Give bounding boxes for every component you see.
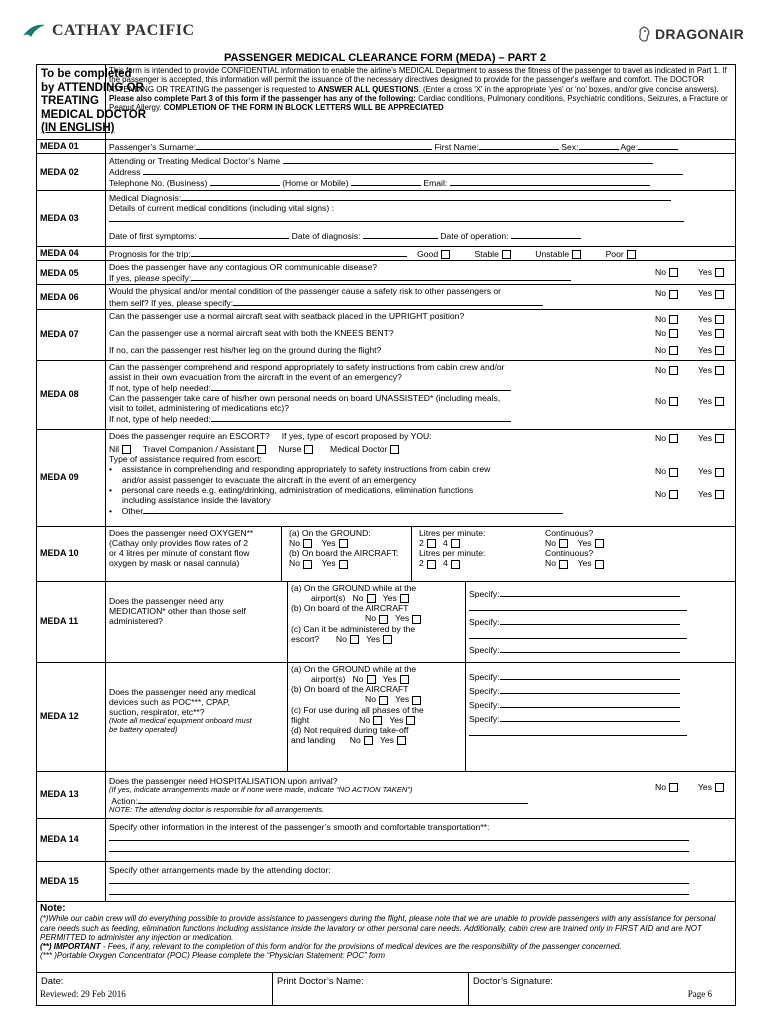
device-specify: Specify: Specify: Specify: Specify: [466,663,735,771]
no-checkbox[interactable] [350,635,359,644]
no-checkbox[interactable] [367,675,376,684]
other-info-field[interactable] [109,843,689,852]
no-checkbox[interactable] [379,696,388,705]
yes-checkbox[interactable] [595,560,604,569]
brushwing-icon [22,22,46,40]
yes-checkbox[interactable] [339,560,348,569]
no-checkbox[interactable] [669,268,678,277]
date-operation-field[interactable] [511,230,581,239]
safety-specify-field[interactable] [233,297,543,306]
no-checkbox[interactable] [669,346,678,355]
yes-checkbox[interactable] [715,315,724,324]
medication-specify: Specify: Specify: Specify: [466,582,735,662]
yes-checkbox[interactable] [715,268,724,277]
arrangements-field[interactable] [109,875,689,884]
meda11-block [106,581,736,662]
meda14-block: Specify other information in the interest of the passenger’s smooth and comfortable transportation**: [106,818,736,861]
cathay-pacific-wordmark: CATHAY PACIFIC [52,22,195,39]
specify-field[interactable] [469,630,687,639]
yes-checkbox[interactable] [397,736,406,745]
dragonair-logo [637,26,744,42]
no-checkbox[interactable] [669,490,678,499]
doctor-checkbox[interactable] [390,445,399,454]
oxygen-location: (a) On the GROUND: No Yes (b) On board the AIRCRAFT: No Yes [286,527,412,581]
no-checkbox[interactable] [367,594,376,603]
intro-label: To be completed by ATTENDING OR TREATING MEDICAL DOCTOR (IN ENGLISH) [37,65,106,140]
notes-block: Note: (*)While our cabin crew will do everything possible to provide assistance to passengers during the flight, please note that we are unable to provide passengers with any assistance for personal care needs such as feeding, elimination functions including assistance inside the lavatory or other personal care needs. Additionally, cabin crew are trained only in FIRST AID and are NOT PERMITTED to administer any injection or medication. (**) IMPORTANT - Fees, if any, relevant to the completion of this form and/or for the provisions of medical devices are the responsibility of the passenger concerned. (*** )Portable Oxygen Concentrator (POC) Please complete the “Physician Statement: POC” form [37,901,736,972]
no-checkbox[interactable] [669,366,678,375]
first-name-field[interactable] [479,141,559,150]
specify-field[interactable] [469,602,687,611]
no-checkbox[interactable] [303,539,312,548]
meda07-block: Can the passenger use a normal aircraft seat with seatback placed in the UPRIGHT position? No Yes Can the passenger use a normal aircraft seat with both the KNEES BENT? No Yes If no, can the passenger rest his/her leg on the ground during the flight? No Yes [106,309,736,360]
four-litres-checkbox[interactable] [451,539,460,548]
other-assistance-field[interactable] [143,505,563,514]
meda01-row: Passenger’s Surname: First Name: Sex: Age: [106,139,736,153]
specify-field[interactable] [500,588,680,597]
yes-checkbox[interactable] [400,675,409,684]
signature-field[interactable]: Doctor’s Signature: [473,974,553,986]
diagnosis-field[interactable] [181,192,671,201]
meda12-label: MEDA 12 [37,662,106,771]
prognosis-field[interactable] [191,248,407,257]
yes-checkbox[interactable] [715,366,724,375]
no-checkbox[interactable] [669,783,678,792]
yes-checkbox[interactable] [339,539,348,548]
yes-checkbox[interactable] [715,329,724,338]
no-checkbox[interactable] [379,615,388,624]
nurse-checkbox[interactable] [304,445,313,454]
no-checkbox[interactable] [669,315,678,324]
meda15-block: Specify other arrangements made by the attending doctor: [106,861,736,901]
no-checkbox[interactable] [303,560,312,569]
good-checkbox[interactable] [441,250,450,259]
surname-field[interactable] [196,141,432,150]
sex-field[interactable] [579,141,619,150]
yes-checkbox[interactable] [412,696,421,705]
specify-field[interactable] [469,727,687,736]
yes-checkbox[interactable] [715,346,724,355]
yes-checkbox[interactable] [715,490,724,499]
arrangements-field[interactable] [109,886,689,895]
yes-checkbox[interactable] [406,716,415,725]
details-field[interactable] [109,213,684,222]
yes-checkbox[interactable] [715,783,724,792]
form-title: PASSENGER MEDICAL CLEARANCE FORM (MEDA) – PART 2 [223,52,547,64]
date-field[interactable]: Date: [37,973,273,1005]
contagious-specify-field[interactable] [191,272,571,281]
medication-question: Does the passenger need any MEDICATION* other than those self administered? [106,582,288,662]
yes-checkbox[interactable] [595,539,604,548]
meda02-block: Attending or Treating Medical Doctor’s Name Address Telephone No. (Business) (Home or Mobile) Email: [106,153,736,190]
meda02-label: MEDA 02 [37,153,106,190]
specify-field[interactable] [500,699,680,708]
action-field[interactable] [138,795,528,804]
yes-checkbox[interactable] [715,468,724,477]
date-diagnosis-field[interactable] [363,230,438,239]
reviewed-date: Reviewed: 29 Feb 2016 [40,989,126,999]
poor-checkbox[interactable] [627,250,636,259]
meda08-block: Can the passenger comprehend and respond appropriately to safety instructions from cabin crew and/or assist in their own evacuation from the aircraft in the event of an emergency? If not, type of help needed: No Yes Can the passenger take care of his/her own personal needs on board UNASSISTED* (including meals, visit to toilet, administering of medications etc)? If not, type of help needed: No Yes [106,360,736,429]
oxygen-flow: Litres per minute: 2 4 Litres per minute: 2 4 Continuous? No Yes Continuous? No Yes [416,527,735,581]
no-checkbox[interactable] [669,397,678,406]
meda04-row: Prognosis for the trip: Good Stable Unstable Poor [106,246,736,260]
age-field[interactable] [638,141,678,150]
yes-checkbox[interactable] [715,290,724,299]
meda03-label: MEDA 03 [37,190,106,246]
two-litres-checkbox[interactable] [427,560,436,569]
email-field[interactable] [450,177,650,186]
meda13-label: MEDA 13 [37,771,106,818]
tel-home-field[interactable] [351,177,421,186]
page-number: Page 6 [687,989,712,999]
yes-checkbox[interactable] [715,397,724,406]
doctor-name-field[interactable] [283,155,653,164]
specify-field[interactable] [500,616,680,625]
meda12-block [106,662,736,771]
meda06-block: Would the physical and/or mental condition of the passenger cause a safety risk to other passengers or them self? If yes, please specify: No Yes [106,285,736,309]
meda03-block: Medical Diagnosis: Details of current medical conditions (including vital signs) : Date of first symptoms: Date of diagnosis: Date of operation: [106,190,736,246]
help-needed-2-field[interactable] [211,413,511,422]
meda06-label: MEDA 06 [37,285,106,309]
oxygen-question: Does the passenger need OXYGEN** (Cathay only provides flow rates of 2 or 4 litres per minute of constant flow oxygen by mask or nasal cannula) [106,527,282,581]
yes-checkbox[interactable] [400,594,409,603]
meda01-label: MEDA 01 [37,139,106,153]
yes-checkbox[interactable] [715,434,724,443]
stable-checkbox[interactable] [502,250,511,259]
help-needed-1-field[interactable] [211,382,511,391]
cathay-pacific-logo [22,22,195,40]
specify-field[interactable] [500,713,680,722]
meda09-label: MEDA 09 [37,429,106,526]
meda15-label: MEDA 15 [37,861,106,901]
no-checkbox[interactable] [373,716,382,725]
meda09-block: Does the passenger require an ESCORT? If yes, type of escort proposed by YOU: No Yes Nil Travel Companion / Assistant Nurse Medical Doctor Type of assistance required from escort: • assistance in comprehending and responding appropriately to safety instructions from cabin crew and/or assist passenger to evacuate the aircraft in the event of an emergency No Yes • personal care needs e.g. eating/drinking, administration of medications, elimination functions including assistance inside the lavatory No Yes • Other [106,429,736,526]
tel-business-field[interactable] [210,177,280,186]
meda13-block: Does the passenger need HOSPITALISATION upon arrival? (If yes, indicate arrangements made or if none were made, indicate “NO ACTION TAKEN”) Action: NOTE: The attending doctor is responsible for all arrangements. No Yes [106,771,736,818]
no-checkbox[interactable] [559,539,568,548]
meda11-label: MEDA 11 [37,581,106,662]
device-question: Does the passenger need any medical devices such as POC***, CPAP, suction, respirator, etc**? (Note all medical equipment onboard must be battery operated) [106,663,288,771]
meda08-label: MEDA 08 [37,360,106,429]
intro-text: This form is intended to provide CONFIDENTIAL information to enable the airline’s MEDICAL Department to assess the fitness of the passenger to travel as indicated in Part 1. If the passenger is accepted, this information will permit the issuance of the necessary directives designed to provide for the passenger's welfare and comfort. The DOCTOR ATTENDING OR TREATING the passenger is requested to ANSWER ALL QUESTIONS. (Enter a cross 'X' in the appropriate 'yes' or 'no' boxes, and/or give concise answers). Please also complete Part 3 of this form if the passenger has any of the following: Cardiac conditions, Pulmonary conditions, Psychiatric conditions, Seizures, a Fracture or Peanut Allergy. COMPLETION OF THE FORM IN BLOCK LETTERS WILL BE APPRECIATED [106,65,736,140]
meda10-label: MEDA 10 [37,526,106,581]
specify-field[interactable] [500,685,680,694]
other-info-field[interactable] [109,832,689,841]
two-litres-checkbox[interactable] [427,539,436,548]
meda07-label: MEDA 07 [37,309,106,360]
no-checkbox[interactable] [669,468,678,477]
unstable-checkbox[interactable] [572,250,581,259]
device-options: (a) On the GROUND while at the airport(s) No Yes (b) On board of the AIRCRAFT No Yes (c) For use during all phases of the flight No Yes (d) Not required during take-off and landing No Yes [288,663,466,771]
first-symptoms-field[interactable] [199,230,289,239]
nil-checkbox[interactable] [122,445,131,454]
meda10-block [106,526,736,581]
meda04-label: MEDA 04 [37,246,106,260]
meda-form-table [36,64,736,1006]
yes-checkbox[interactable] [412,615,421,624]
no-checkbox[interactable] [669,290,678,299]
specify-field[interactable] [500,644,680,653]
no-checkbox[interactable] [559,560,568,569]
print-name-field[interactable]: Print Doctor’s Name: [273,973,469,1005]
signature-row [37,972,736,1005]
specify-field[interactable] [500,671,680,680]
no-checkbox[interactable] [364,736,373,745]
no-checkbox[interactable] [669,434,678,443]
no-checkbox[interactable] [669,329,678,338]
meda05-label: MEDA 05 [37,261,106,285]
address-field[interactable] [143,166,683,175]
dragon-icon [637,26,651,42]
yes-checkbox[interactable] [383,635,392,644]
dragonair-wordmark: DRAGONAIR [654,26,744,42]
meda05-block: Does the passenger have any contagious OR communicable disease? If yes, please specify: No Yes [106,261,736,285]
medication-options: (a) On the GROUND while at the airport(s) No Yes (b) On board of the AIRCRAFT No Yes (c) Can it be administered by the escort? No Yes [288,582,466,662]
four-litres-checkbox[interactable] [451,560,460,569]
meda14-label: MEDA 14 [37,818,106,861]
companion-checkbox[interactable] [257,445,266,454]
